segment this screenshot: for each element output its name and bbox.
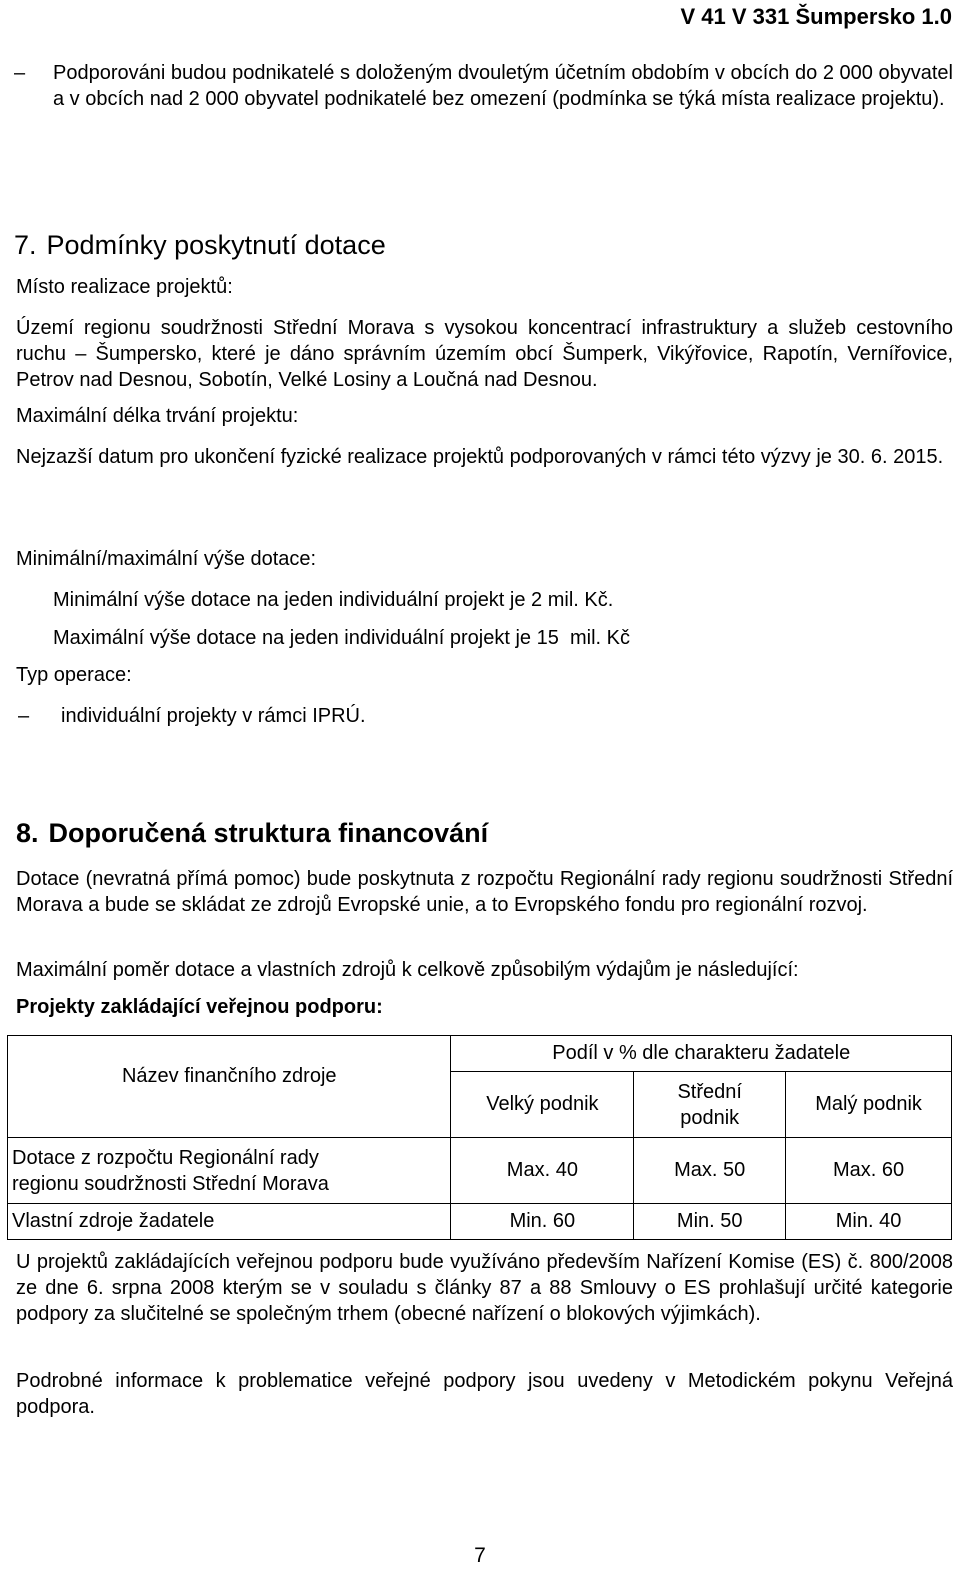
amount-max-text: Maximální výše dotace na jeden individuální projekt je 15 mil. Kč bbox=[53, 627, 630, 649]
col-header-medium-text: Střední podnik bbox=[677, 1080, 742, 1129]
row-value-medium: Max. 50 bbox=[634, 1138, 786, 1204]
financing-paragraph-1: Dotace (nevratná přímá pomoc) bude poskytnuta z rozpočtu Regionální rady regionu soudržnosti Střední Morava a bude se skládat ze zdrojů Evropské unie, a to Evropského fondu pro regionální rozvoj. bbox=[16, 868, 953, 916]
row-value-large: Min. 60 bbox=[451, 1204, 634, 1240]
col-header-small: Malý podnik bbox=[786, 1072, 952, 1138]
col-header-large: Velký podnik bbox=[451, 1072, 634, 1138]
col-header-medium bbox=[634, 1072, 786, 1138]
amount-min-text: Minimální výše dotace na jeden individuální projekt je 2 mil. Kč. bbox=[53, 589, 614, 611]
table-title: Projekty zakládající veřejnou podporu: bbox=[16, 996, 383, 1018]
operation-type-label: Typ operace: bbox=[16, 664, 132, 686]
table-row bbox=[8, 1204, 952, 1240]
table-row bbox=[8, 1138, 952, 1204]
row-value-medium: Min. 50 bbox=[634, 1204, 786, 1240]
duration-text: Nejzazší datum pro ukončení fyzické realizace projektů podporovaných v rámci této výzvy je 30. 6. 2015. bbox=[16, 446, 944, 468]
financing-table bbox=[7, 1035, 952, 1240]
group-header: Podíl v % dle charakteru žadatele bbox=[451, 1036, 952, 1072]
place-text: Území regionu soudržnosti Střední Morava s vysokou koncentrací infrastruktury a služeb cestovního ruchu – Šumpersko, které je dáno správním územím obcí Šumperk, Vikýřovice, Rapotín, Vernířovice, Petrov nad Desnou, Sobotín, Velké Losiny a Loučná nad Desnou. bbox=[16, 317, 953, 391]
source-header: Název finančního zdroje bbox=[8, 1036, 451, 1138]
section-7-heading bbox=[14, 230, 386, 261]
section-8-heading bbox=[16, 818, 488, 849]
financing-paragraph-4: Podrobné informace k problematice veřejné podpory jsou uvedeny v Metodickém pokynu Veřejná podpora. bbox=[16, 1370, 953, 1418]
page-number: 7 bbox=[474, 1544, 486, 1567]
operation-type-dash: – bbox=[18, 705, 30, 727]
duration-label: Maximální délka trvání projektu: bbox=[16, 405, 299, 427]
section-7-title: Podmínky poskytnutí dotace bbox=[46, 230, 386, 260]
financing-paragraph-3: U projektů zakládajících veřejnou podporu bude využíváno především Nařízení Komise (ES) č. 800/2008 ze dne 6. srpna 2008 kterým se v souladu s články 87 a 88 Smlouvy o ES prohlašují určité kategorie podpory za slučitelné se společným trhem (obecné nařízení o blokových výjimkách). bbox=[16, 1251, 953, 1325]
financing-paragraph-2: Maximální poměr dotace a vlastních zdrojů k celkově způsobilým výdajům je následující: bbox=[16, 959, 799, 981]
place-label: Místo realizace projektů: bbox=[16, 276, 233, 298]
intro-bullet-text: Podporováni budou podnikatelé s doloženým dvouletým účetním obdobím v obcích do 2 000 obyvatel a v obcích nad 2 000 obyvatel podnikatelé bez omezení (podmínka se týká místa realizace projektu). bbox=[53, 62, 953, 110]
row-value-large: Max. 40 bbox=[451, 1138, 634, 1204]
section-8-title: Doporučená struktura financování bbox=[48, 818, 489, 848]
section-8-number: 8. bbox=[16, 818, 39, 848]
row-value-small: Max. 60 bbox=[786, 1138, 952, 1204]
row-source-name: Vlastní zdroje žadatele bbox=[8, 1204, 451, 1240]
amount-label: Minimální/maximální výše dotace: bbox=[16, 548, 317, 570]
bullet-dash: – bbox=[14, 62, 26, 84]
row-value-small: Min. 40 bbox=[786, 1204, 952, 1240]
section-7-number: 7. bbox=[14, 230, 37, 260]
row-source-name: Dotace z rozpočtu Regionální rady regionu soudržnosti Střední Morava bbox=[8, 1138, 451, 1204]
operation-type-item: individuální projekty v rámci IPRÚ. bbox=[61, 705, 366, 727]
document-code-header: V 41 V 331 Šumpersko 1.0 bbox=[680, 4, 952, 29]
